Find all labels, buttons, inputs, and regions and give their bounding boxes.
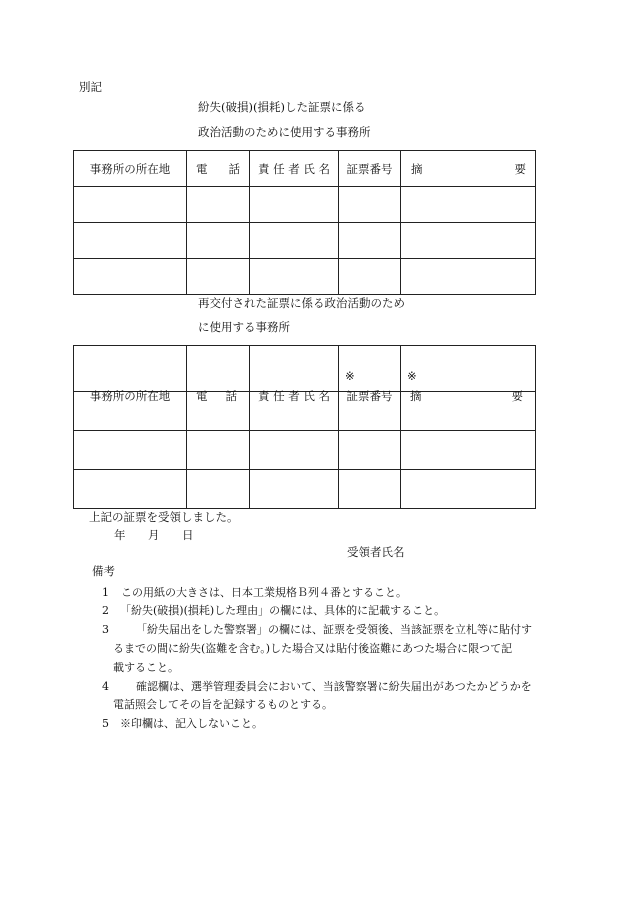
header-phone-char1: 電 (196, 161, 208, 176)
header-office-location-label: 事務所の所在地 (89, 388, 171, 403)
remark-3-text-line1: 「紛失届出をした警察署」の欄には、証票を受領後、当該証票を立札等に貼付す (136, 623, 532, 636)
table-row (74, 431, 536, 470)
header-office-location: 事務所の所在地 (74, 151, 187, 187)
header-certificate-number: 証票番号 (339, 151, 401, 187)
section2-title-line1: 再交付された証票に係る政治活動のため (198, 296, 405, 310)
remark-4-text-line1: 確認欄は、選挙管理委員会において、当該警察署に紛失届出があつたかどうかを (136, 680, 532, 693)
remark-3-text-line2: るまでの間に紛失(盗難を含む。)した場合又は貼付後盗難にあつた場合に限つて記 (113, 642, 513, 655)
cell-responsible-input[interactable] (250, 223, 339, 259)
remark-5-text: ※印欄は、記入しないこと。 (120, 717, 263, 730)
cell-responsible-input[interactable] (250, 470, 339, 509)
remark-5-number: 5 (102, 717, 109, 730)
recipient-name-label: 受領者氏名 (347, 545, 405, 559)
cell-location-input[interactable] (74, 431, 187, 470)
date-year-label: 年 (114, 528, 126, 542)
cell-location-input[interactable] (74, 259, 187, 295)
date-day-label: 日 (182, 528, 194, 542)
remarks-title: 備考 (92, 564, 115, 578)
cell-cert-no-input[interactable] (339, 187, 401, 223)
header-summary-char2: 要 (514, 161, 526, 176)
do-not-fill-mark: ※ (345, 368, 355, 383)
remark-2-number: 2 (102, 604, 109, 617)
header-phone (187, 151, 250, 187)
cell-cert-no-input[interactable] (339, 259, 401, 295)
header-certificate-number (339, 346, 401, 403)
cell-phone-input[interactable] (187, 259, 250, 295)
cell-responsible-input[interactable] (250, 431, 339, 470)
attachment-label: 別記 (79, 80, 102, 94)
cell-cert-no-input[interactable] (339, 470, 401, 509)
cell-responsible-input[interactable] (250, 187, 339, 223)
cell-phone-input[interactable] (187, 470, 250, 509)
remark-2-text: 「紛失(破損)(損耗)した理由」の欄には、具体的に記載すること。 (120, 604, 446, 617)
remark-1-text: この用紙の大きさは、日本工業規格Ｂ列４番とすること。 (121, 586, 407, 599)
do-not-fill-mark: ※ (407, 368, 417, 383)
header-phone-char2: 話 (228, 161, 240, 176)
cell-summary-input[interactable] (401, 470, 536, 509)
header-responsible-person: 責 任 者 氏 名 (250, 151, 339, 187)
header-responsible-label: 責 任 者 氏 名 (257, 388, 331, 403)
header-phone-char1: 電 (196, 388, 208, 403)
header-summary (401, 346, 536, 403)
remark-3-text-line3: 載すること。 (113, 661, 179, 674)
remark-4-text-line2: 電話照会してその旨を記録するものとする。 (113, 698, 333, 711)
section2-title-line2: に使用する事務所 (198, 320, 290, 334)
cell-summary-input[interactable] (401, 223, 536, 259)
cell-phone-input[interactable] (187, 223, 250, 259)
reissued-certificate-office-table (73, 345, 536, 509)
receipt-statement: 上記の証票を受領しました。 (89, 510, 239, 524)
cell-phone-input[interactable] (187, 431, 250, 470)
cell-responsible-input[interactable] (250, 259, 339, 295)
header-phone-char2: 話 (225, 388, 237, 403)
header-summary-char2: 要 (511, 388, 523, 403)
header-certificate-number-label: 証票番号 (346, 388, 393, 403)
header-responsible-person (250, 346, 339, 403)
remark-4-number: 4 (102, 680, 109, 693)
cell-phone-input[interactable] (187, 187, 250, 223)
cell-summary-input[interactable] (401, 187, 536, 223)
header-office-location (74, 346, 187, 403)
table-header-row (74, 151, 536, 187)
cell-summary-input[interactable] (401, 259, 536, 295)
header-summary-char1: 摘 (411, 161, 423, 176)
table-row (74, 223, 536, 259)
table-row (74, 187, 536, 223)
section1-title-line1: 紛失(破損)(損耗)した証票に係る (198, 100, 366, 114)
remark-1-number: 1 (102, 586, 109, 599)
cell-location-input[interactable] (74, 187, 187, 223)
header-phone (187, 346, 250, 403)
section1-title-line2: 政治活動のために使用する事務所 (198, 125, 371, 139)
cell-location-input[interactable] (74, 470, 187, 509)
cell-summary-input[interactable] (401, 431, 536, 470)
cell-location-input[interactable] (74, 223, 187, 259)
lost-certificate-office-table (73, 150, 536, 295)
header-summary (401, 151, 536, 187)
cell-cert-no-input[interactable] (339, 223, 401, 259)
cell-cert-no-input[interactable] (339, 431, 401, 470)
table-header-row (74, 346, 536, 392)
date-month-label: 月 (148, 528, 160, 542)
header-summary-char1: 摘 (410, 388, 422, 403)
table-row (74, 259, 536, 295)
remark-3-number: 3 (102, 623, 109, 636)
table-row (74, 470, 536, 509)
